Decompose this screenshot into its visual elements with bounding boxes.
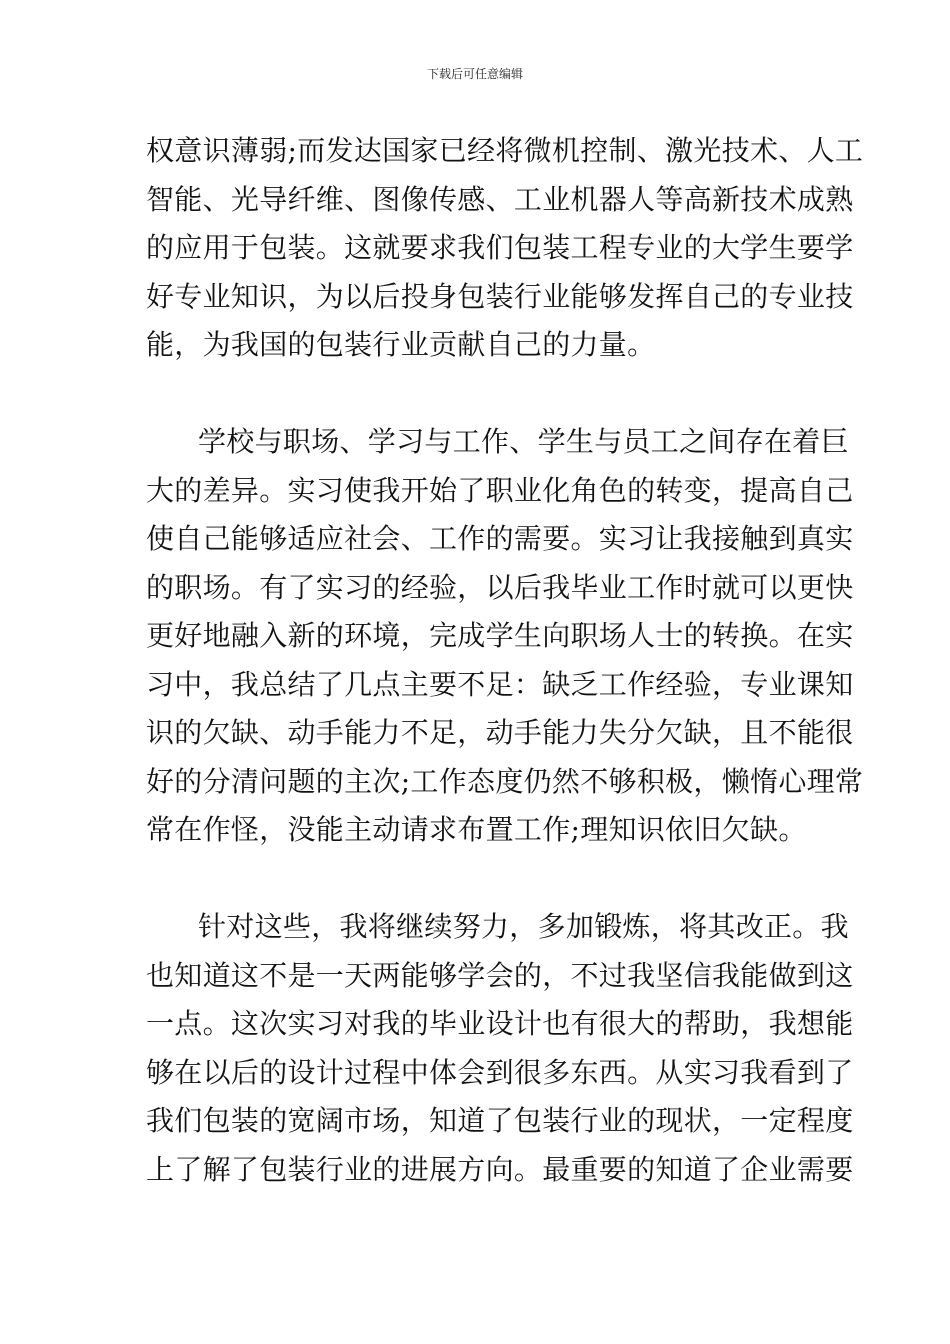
text-line: 智能、光导纤维、图像传感、工业机器人等高新技术成熟 — [146, 182, 854, 216]
text-line: 好的分清问题的主次;工作态度仍然不够积极，懒惰心理常 — [146, 764, 864, 798]
text-line: 针对这些，我将继续努力，多加锻炼，将其改正。我 — [198, 910, 849, 943]
paragraph-3 — [146, 903, 854, 1194]
text-line: 权意识薄弱;而发达国家已经将微机控制、激光技术、人工 — [146, 134, 864, 167]
text-line: 的应用于包装。这就要求我们包装工程专业的大学生要学 — [146, 231, 854, 264]
text-line: 一点。这次实习对我的毕业设计也有很大的帮助，我想能 — [146, 1007, 854, 1040]
text-line: 的职场。有了实习的经验，以后我毕业工作时就可以更快 — [146, 570, 854, 604]
text-line: 好专业知识，为以后投身包装行业能够发挥自己的专业技 — [146, 279, 854, 313]
text-line: 够在以后的设计过程中体会到很多东西。从实习我看到了 — [146, 1055, 854, 1089]
document-body — [146, 127, 864, 1194]
text-line: 我们包装的宽阔市场，知道了包装行业的现状，一定程度 — [146, 1104, 854, 1137]
text-line: 使自己能够适应社会、工作的需要。实习让我接触到真实 — [146, 522, 854, 555]
paragraph-gap — [146, 370, 806, 419]
paragraph-1 — [146, 127, 864, 370]
text-line: 常在作怪，没能主动请求布置工作;理知识依旧欠缺。 — [146, 813, 807, 846]
paragraph-2 — [146, 418, 864, 855]
text-line: 大的差异。实习使我开始了职业化角色的转变，提高自己 — [146, 473, 854, 507]
text-line: 上了解了包装行业的进展方向。最重要的知道了企业需要 — [146, 1152, 854, 1186]
text-line: 习中，我总结了几点主要不足：缺乏工作经验，专业课知 — [146, 667, 854, 701]
page-header: 下载后可任意编辑 — [426, 67, 523, 81]
text-line: 能，为我国的包装行业贡献自己的力量。 — [146, 328, 656, 361]
text-line: 更好地融入新的环境，完成学生向职场人士的转换。在实 — [146, 619, 854, 652]
text-line: 也知道这不是一天两能够学会的，不过我坚信我能做到这 — [146, 958, 854, 992]
text-line: 识的欠缺、动手能力不足，动手能力失分欠缺，且不能很 — [146, 716, 854, 749]
paragraph-gap — [146, 855, 806, 904]
text-line: 学校与职场、学习与工作、学生与员工之间存在着巨 — [198, 425, 849, 458]
